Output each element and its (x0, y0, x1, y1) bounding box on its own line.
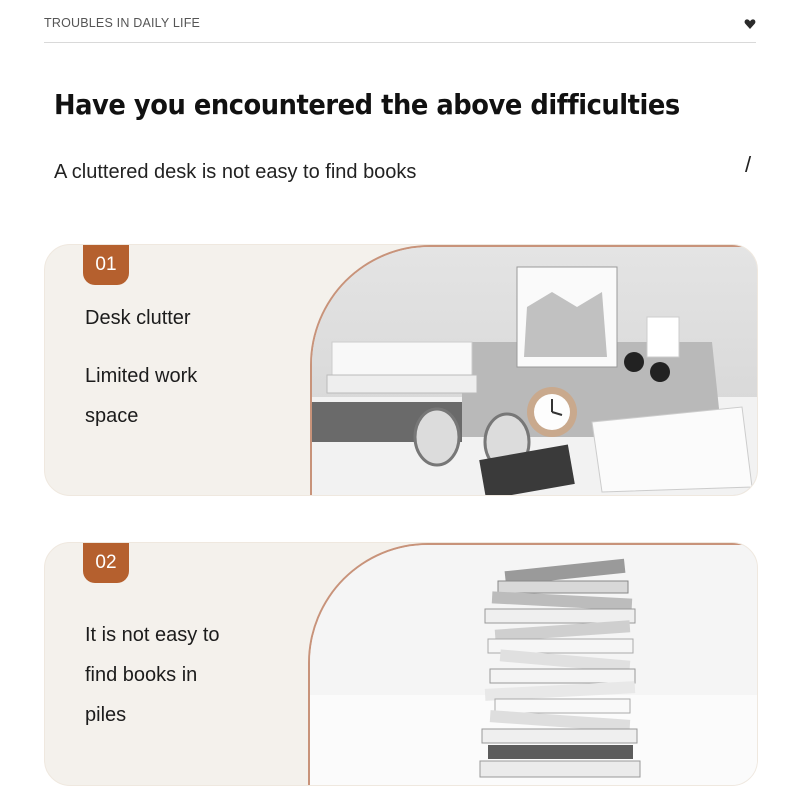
card-number-badge: 01 (83, 245, 129, 285)
card-text-line: piles (85, 704, 127, 726)
card-text-line: Limited work (85, 365, 198, 387)
card-text-line: It is not easy to (85, 624, 220, 646)
problem-card-book-piles (44, 542, 758, 786)
card-text-line: Desk clutter (85, 307, 191, 329)
subheadline: A cluttered desk is not easy to find books (54, 161, 417, 183)
heart-icon (744, 18, 756, 30)
problem-card-desk-clutter (44, 244, 758, 496)
card-text-line: find books in (85, 664, 198, 686)
header-title: TROUBLES IN DAILY LIFE (44, 16, 201, 30)
headline: Have you encountered the above difficulties (54, 88, 680, 121)
card-number-badge: 02 (83, 543, 129, 583)
desk-clutter-photo (310, 245, 757, 496)
slash-mark: / (745, 152, 752, 177)
book-pile-photo (308, 543, 757, 786)
page-header (44, 14, 756, 43)
card-text-line: space (85, 405, 139, 427)
